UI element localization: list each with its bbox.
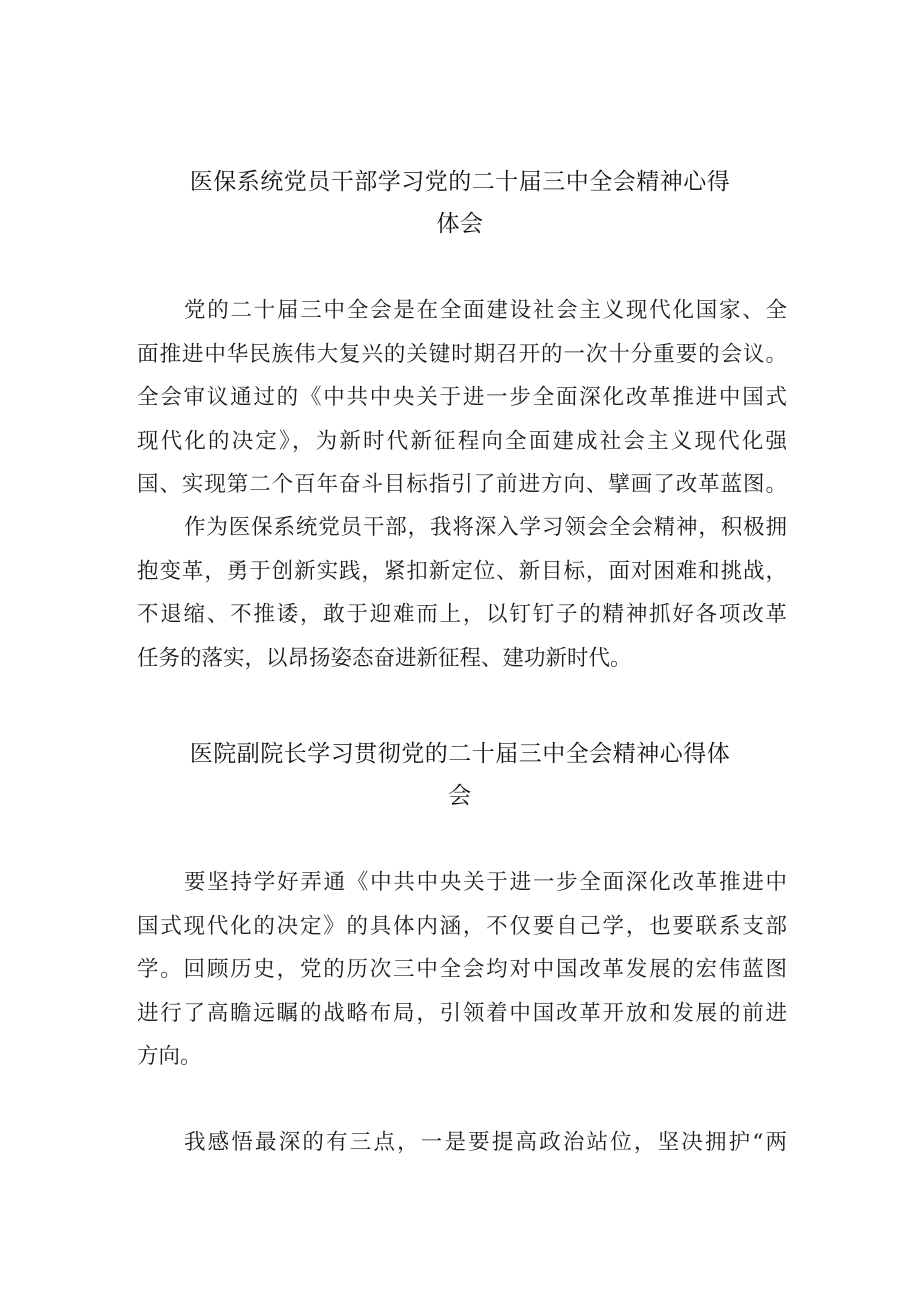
section2-title [140,733,780,817]
paragraph-line: 全会审议通过的《中共中央关于进一步全面深化改革推进中国式 [137,385,787,410]
paragraph-line: 任务的落实，以昂扬姿态奋进新征程、建功新时代。 [137,645,632,671]
paragraph-line: 党的二十届三中全会是在全面建设社会主义现代化国家、全 [184,298,787,323]
paragraph-line: 方向。 [137,1044,202,1069]
section1-title [140,161,780,245]
paragraph-line: 抱变革，勇于创新实践，紧扣新定位、新目标，面对困难和挑战， [137,558,787,584]
section1-paragraph-1 [137,289,787,507]
paragraph-line: 现代化的决定》，为新时代新征程向全面建成社会主义现代化强 [137,428,787,454]
section2-paragraph-2 [137,1121,787,1165]
section2-paragraph-1 [137,861,787,1079]
paragraph-line: 不退缩、不推诿，敢于迎难而上，以钉钉子的精神抓好各项改革 [137,602,787,627]
section2-title-line-2: 会 [448,783,472,809]
paragraph-line: 面推进中华民族伟大复兴的关键时期召开的一次十分重要的会议。 [137,341,787,367]
paragraph-line: 要坚持学好弄通《中共中央关于进一步全面深化改革推进中 [184,870,787,895]
paragraph-line: 国、实现第二个百年奋斗目标指引了前进方向、擘画了改革蓝图。 [137,472,787,497]
paragraph-line: 我感悟最深的有三点，一是要提高政治站位，坚决拥护“两 [184,1130,787,1155]
paragraph-line: 国式现代化的决定》的具体内涵，不仅要自己学，也要联系支部 [137,913,787,939]
section1-title-line-2: 体会 [436,211,484,237]
section1-title-line-1: 医保系统党员干部学习党的二十届三中全会精神心得 [189,169,731,195]
section1-paragraph-2 [137,506,787,680]
paragraph-line: 学。回顾历史，党的历次三中全会均对中国改革发展的宏伟蓝图 [137,957,787,982]
section2-title-line-1: 医院副院长学习贯彻党的二十届三中全会精神心得体 [189,741,731,767]
paragraph-line: 作为医保系统党员干部，我将深入学习领会全会精神，积极拥 [184,515,787,540]
paragraph-line: 进行了高瞻远瞩的战略布局，引领着中国改革开放和发展的前进 [137,1000,787,1026]
